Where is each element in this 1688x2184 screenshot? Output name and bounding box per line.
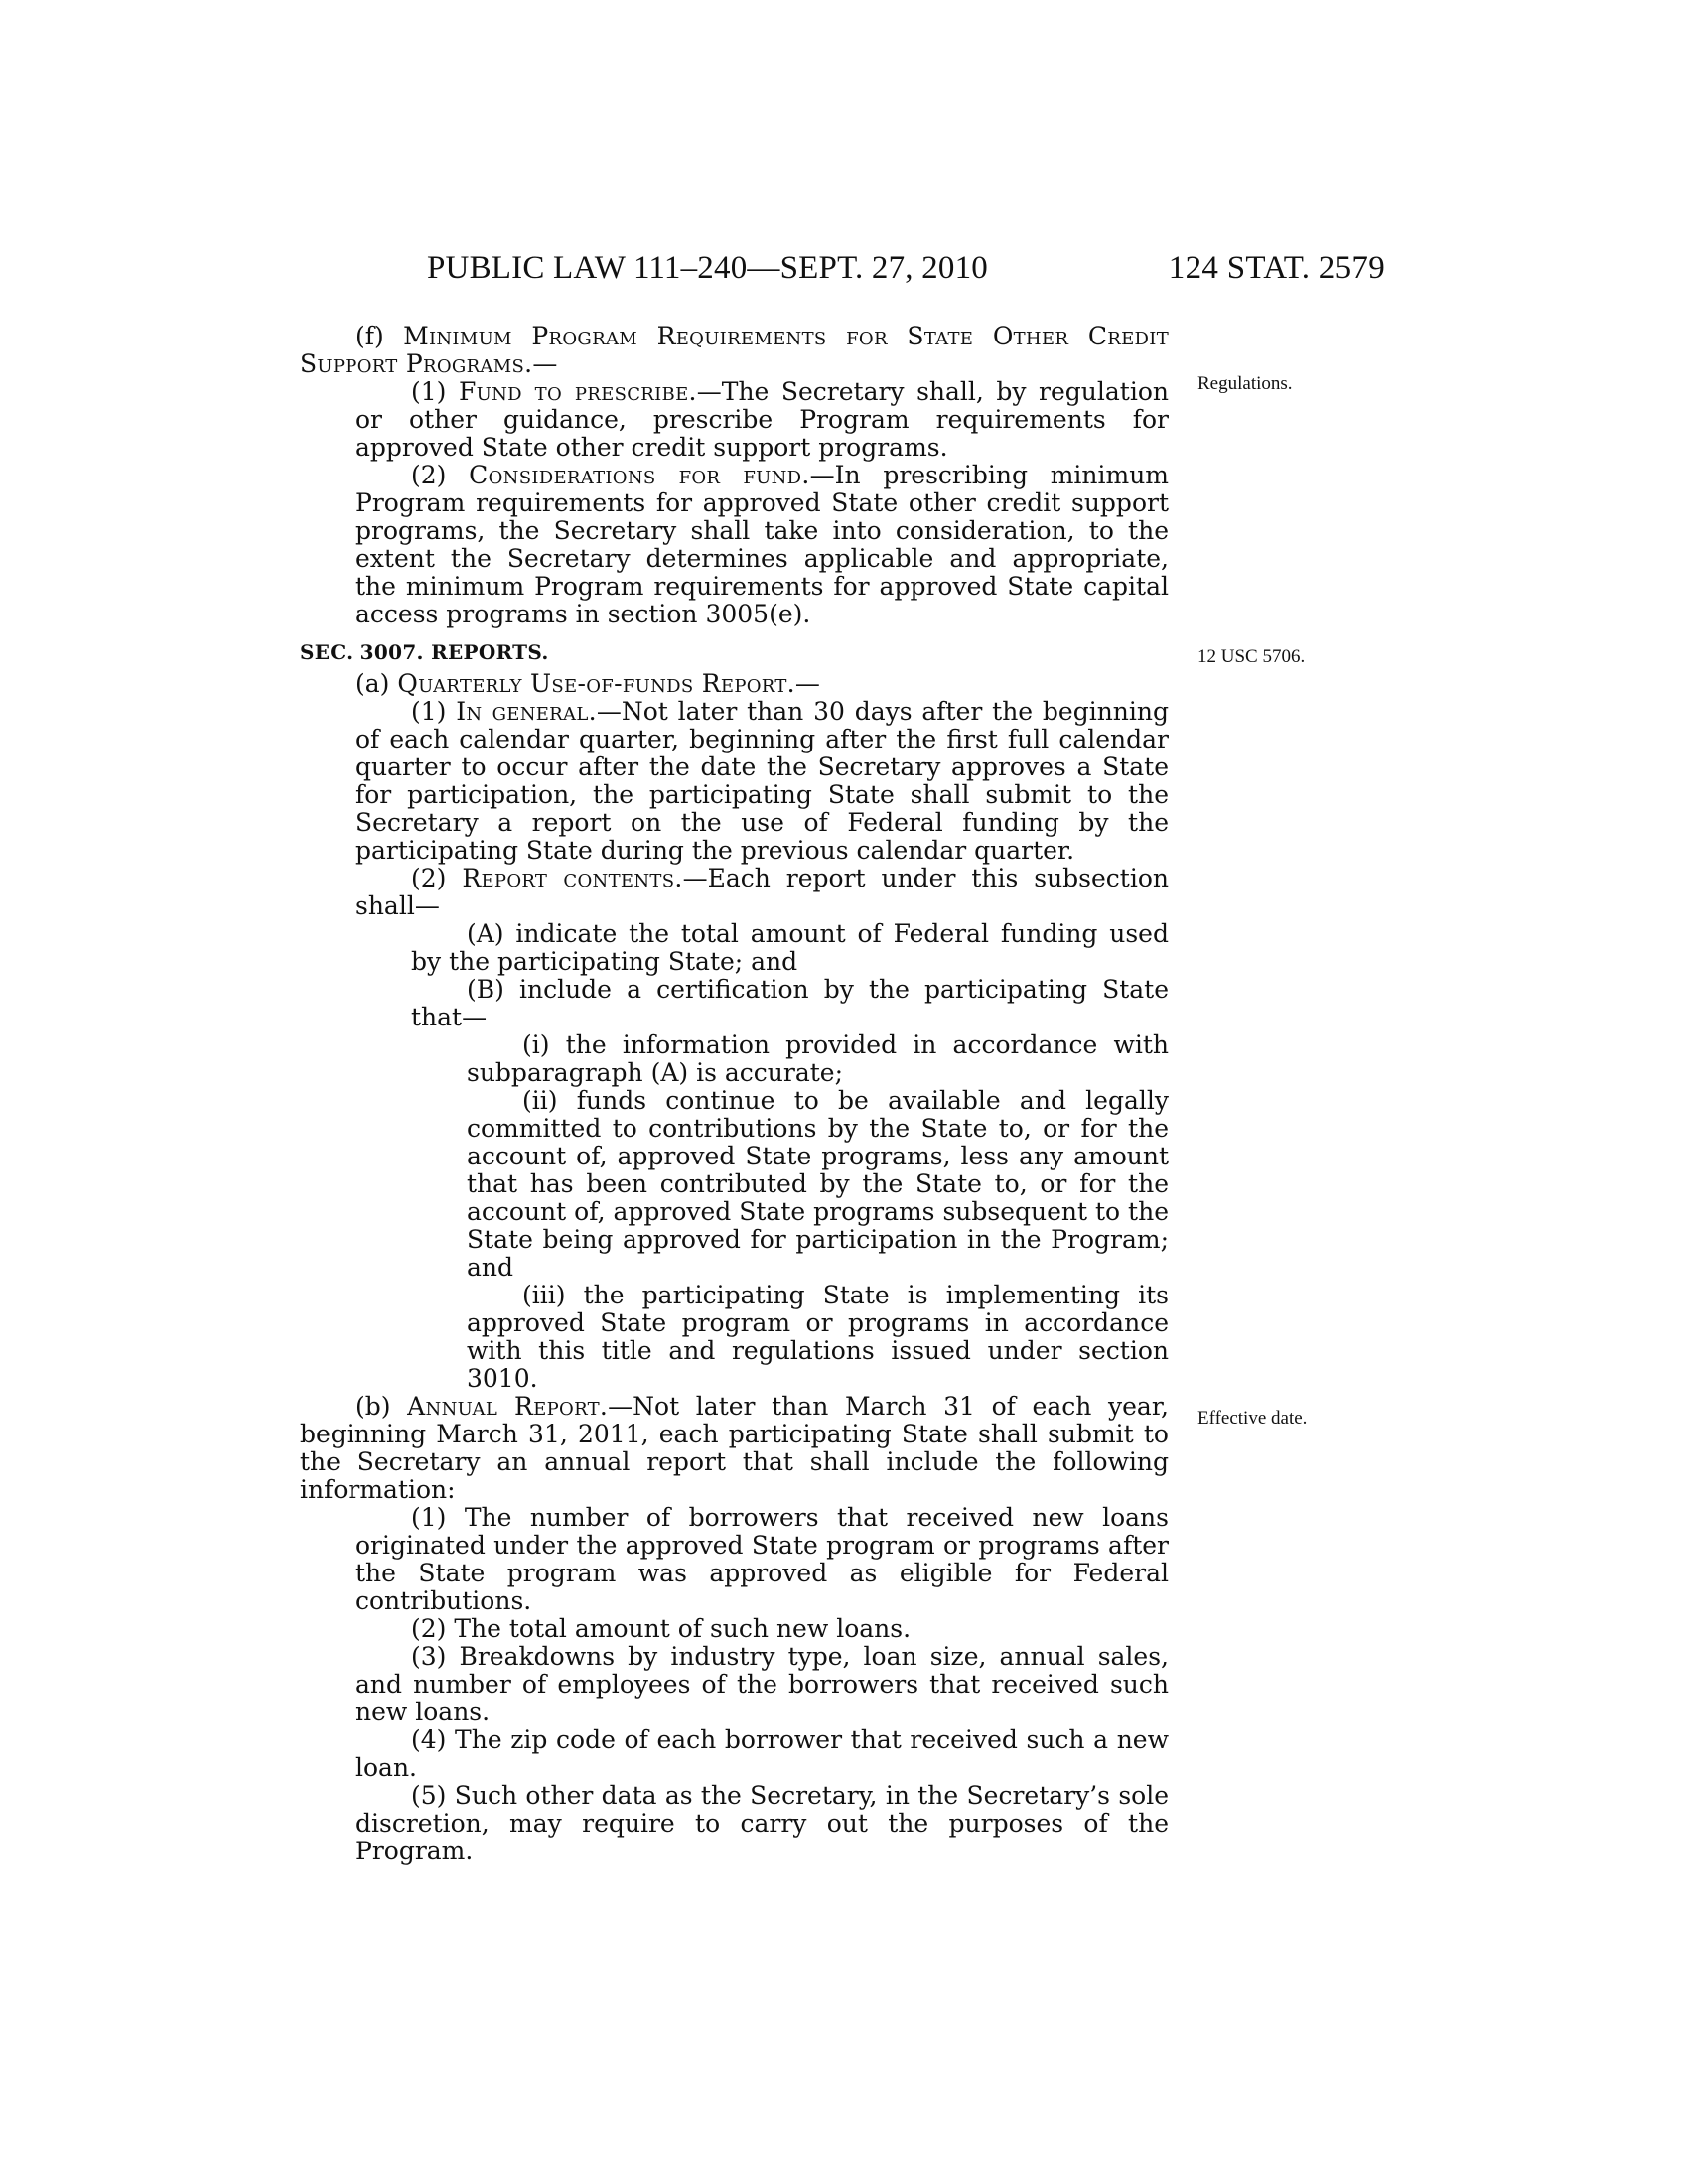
margin-note-usc-citation: 12 USC 5706. bbox=[1197, 646, 1306, 667]
public-law-title: PUBLIC LAW 111–240—SEPT. 27, 2010 bbox=[427, 250, 988, 286]
paragraph-b5: (5) Such other data as the Secretary, in the Secretary’s sole discretion, may require to carry out the purposes of the Program. bbox=[355, 1781, 1169, 1865]
margin-note-effective-date: Effective date. bbox=[1197, 1408, 1308, 1429]
paragraph-b3: (3) Breakdowns by industry type, loan size, annual sales, and number of employees of the borrowers that received such new loans. bbox=[355, 1642, 1169, 1726]
clause-a2B-ii: (ii) funds continue to be available and legally committed to contributions by the State to, or for the account of, approved State programs, less any amount that has been contributed by the State to, or for the account of, approved State programs subsequent to the State being approved for participation in the Program; and bbox=[467, 1086, 1169, 1282]
subparagraph-a2B: (B) include a certification by the participating State that— bbox=[411, 975, 1169, 1031]
paragraph-b4: (4) The zip code of each borrower that received such a new loan. bbox=[355, 1725, 1169, 1782]
document-body bbox=[300, 323, 1169, 1865]
paragraph-a2: (2) Report contents.—Each report under this subsection shall— bbox=[355, 864, 1169, 920]
paragraph-b2: (2) The total amount of such new loans. bbox=[411, 1614, 912, 1643]
subsection-a-heading: (a) Quarterly Use-of-funds Report.— bbox=[355, 669, 821, 698]
section-3007-heading: SEC. 3007. REPORTS. bbox=[300, 640, 549, 664]
subsection-f-heading: (f) Minimum Program Requirements for State Other Credit Support Programs.— bbox=[300, 322, 1169, 378]
subsection-b: (b) Annual Report.—Not later than March 31 of each year, beginning March 31, 2011, each participating State shall submit to the Secretary an annual report that shall include the following information: bbox=[300, 1392, 1169, 1504]
paragraph-f2: (2) Considerations for fund.—In prescribing minimum Program requirements for approved State other credit support programs, the Secretary shall take into consideration, to the extent the Secretary determines applicable and appropriate, the minimum Program requirements for approved State capital access programs in section 3005(e). bbox=[355, 461, 1170, 628]
paragraph-b1: (1) The number of borrowers that received new loans originated under the approved State program or programs after the State program was approved as eligible for Federal contributions. bbox=[355, 1503, 1169, 1615]
paragraph-a1: (1) In general.—Not later than 30 days after the beginning of each calendar quarter, beginning after the first full calendar quarter to occur after the date the Secretary approves a State for participation, the participating State shall submit to the Secretary a report on the use of Federal funding by the participating State during the previous calendar quarter. bbox=[355, 697, 1169, 865]
paragraph-f1: (1) Fund to prescribe.—The Secretary shall, by regulation or other guidance, prescribe Program requirements for approved State other credit support programs. bbox=[355, 377, 1169, 462]
margin-note-regulations: Regulations. bbox=[1197, 373, 1293, 394]
clause-a2B-iii: (iii) the participating State is implementing its approved State program or programs in accordance with this title and regulations issued under section 3010. bbox=[467, 1281, 1169, 1393]
clause-a2B-i: (i) the information provided in accordance with subparagraph (A) is accurate; bbox=[467, 1030, 1169, 1087]
subparagraph-a2A: (A) indicate the total amount of Federal funding used by the participating State; and bbox=[411, 919, 1169, 976]
statute-page-number: 124 STAT. 2579 bbox=[1168, 250, 1385, 286]
page-header bbox=[300, 248, 1385, 288]
